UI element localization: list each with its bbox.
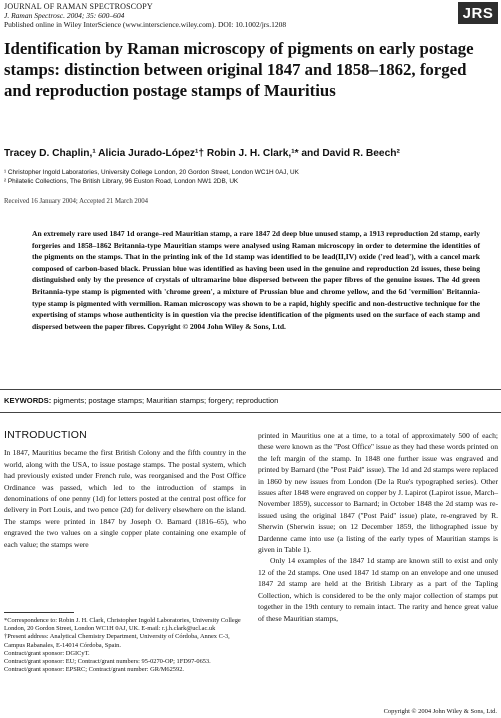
rule-above-keywords	[0, 389, 501, 390]
keywords-label: KEYWORDS:	[4, 396, 52, 405]
page-copyright: Copyright © 2004 John Wiley & Sons, Ltd.	[383, 708, 497, 715]
citation: J. Raman Spectrosc. 2004; 35: 600–604	[4, 11, 125, 20]
left-column	[4, 430, 246, 550]
footnote-rule	[4, 612, 74, 613]
journal-header	[4, 2, 286, 29]
affiliations	[4, 168, 494, 186]
rule-below-keywords	[0, 412, 501, 413]
affiliation-2: ² Philatelic Collections, The British Library, 96 Euston Road, London NW1 2DB, UK	[4, 178, 239, 185]
footnote-grant-1: Contract/grant sponsor: DGICyT.	[4, 649, 90, 657]
body-paragraph-2: printed in Mauritius one at a time, to a total of approximately 500 of each; these were known as the ''Post Office'' issue as they had these words printed on the left margin of the stamp. In 1848 one further issue was engraved and printed by Barnard (the ''Post Paid'' issue). The 1d and 2d stamps were replaced in 1860 by new issues from London (De la Rue's typographed series). Other issues after 1848 were engraved on copper by J. Lapirot (Lapirot issue, March–November 1859), successor to Barnard; in October 1848 the 2d stamp was re-issued using the original 1847 (''Post Paid'' issue) plate, re-engraved by R. Sherwin (Sherwin issue; on 12 December 1859, the lithographed issue by Dardenne came into use (a listing of the early types of Mauritian stamps is given in Table 1).	[258, 431, 498, 555]
footnote-present-address: †Present address: Analytical Chemistry Department, University of Córdoba, Annex C-3, Campus Rabanales, E-14014 Córdoba, Spain.	[4, 633, 230, 649]
journal-logo: JRS	[458, 2, 498, 24]
article-title: Identification by Raman microscopy of pigments on early postage stamps: distinction between original 1847 and 1858–1862, forged and reproduction postage stamps of Mauritius	[4, 39, 474, 100]
right-column	[258, 430, 498, 624]
affiliation-1: ¹ Christopher Ingold Laboratories, University College London, 20 Gordon Street, London WC1H 0AJ, UK	[4, 169, 299, 176]
received-dates: Received 16 January 2004; Accepted 21 March 2004	[4, 198, 149, 205]
published-online: Published online in Wiley InterScience (www.interscience.wiley.com). DOI: 10.1002/jrs.1208	[4, 20, 287, 29]
intro-paragraph-1: In 1847, Mauritius became the first British Colony and the fifth country in the world, along with the USA, to issue postage stamps. The postal system, which had previously existed under French rule, was reorganised and the Post Office Ordinance was passed, which led to the introduction of stamps in denominations of one penny (1d) for letters posted at the central post office for delivery in Port Louis, and two pence (2d) for delivery elsewhere on the island. The stamps were printed in 1847 by Joseph O. Barnard (1816–65), who engraved the two values on a single copper plate containing one example of each value; the stamps were	[4, 448, 246, 549]
footnotes	[4, 617, 242, 674]
footnote-grant-3: Contract/grant sponsor: EPSRC; Contract/grant number: GR/M62592.	[4, 666, 184, 674]
footnote-correspondence: *Correspondence to: Robin J. H. Clark, Christopher Ingold Laboratories, University College London, 20 Gordon Street, London WC1H 0AJ, UK. E-mail: r.j.h.clark@ucl.ac.uk	[4, 617, 241, 633]
body-paragraph-3: Only 14 examples of the 1847 1d stamp are known still to exist and only 12 of the 2d stamps. One used 1847 1d stamp on an envelope and one unused 1847 2d stamp are held at the British Library as a part of the Tapling Collection, which is considered to be the only major collection of stamps put together in the 19th century to remain intact. The rarity and hence great value of these Mauritian stamps,	[258, 556, 498, 623]
abstract: An extremely rare used 1847 1d orange–red Mauritian stamp, a rare 1847 2d deep blue unused stamp, a 1913 reproduction 2d stamp, early forgeries and 1858–1862 Britannia-type Mauritian stamps were analysed using Raman microscopy in order to determine the identities of the pigments on the stamps. That in the printing ink of the 1d stamp was identified to be lead(II,IV) oxide ('red lead'), with a cancel mark composed of carbon-based black. Prussian blue was identified as having been used in the genuine and reproduction 2d issues, these being distinguished only by the presence of crystals of ultramarine blue dispersed between the paper fibres of the genuine issues. The 4d green Britannia-type stamp is pigmented with 'chrome green', a mixture of Prussian blue and chrome yellow, and the 6d 'vermilion' Britannia-type stamp is pigmented with vermilion. Raman microscopy was shown to be a rapid, highly specific and non-destructive technique for the expertising of stamps whose authenticity is in question via the precise identification of the pigments used on the surface of each stamp and dispersed between the paper fibres. Copyright © 2004 John Wiley & Sons, Ltd.	[32, 229, 480, 331]
keywords-text: pigments; postage stamps; Mauritian stamps; forgery; reproduction	[53, 396, 279, 405]
author-list: Tracey D. Chaplin,¹ Alicia Jurado-López¹† Robin J. H. Clark,¹* and David R. Beech²	[4, 148, 400, 159]
footnote-grant-2: Contract/grant sponsor: EU; Contract/grant numbers: 95-0270-OP; 1FD97-0653.	[4, 658, 211, 666]
section-heading-introduction: INTRODUCTION	[4, 429, 87, 441]
journal-name: JOURNAL OF RAMAN SPECTROSCOPY	[4, 2, 153, 11]
keywords	[4, 396, 494, 405]
